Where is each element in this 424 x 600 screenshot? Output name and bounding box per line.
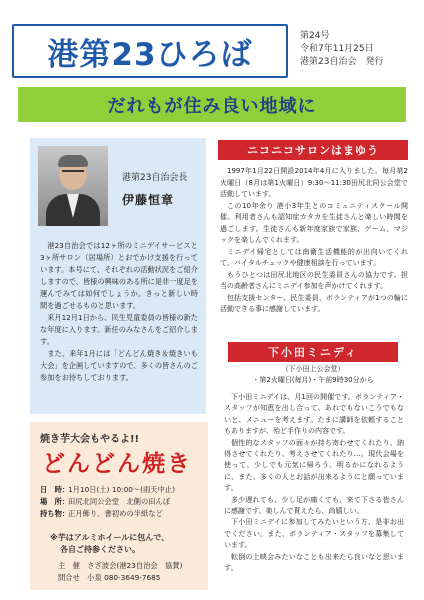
author-role: 港第23自治会長 xyxy=(122,173,188,183)
event-details xyxy=(40,484,204,520)
greeting-paragraph: 港23自治会では12ヶ所のミニデイサービスと3ヶ所サロン（居場所）とおでかけ支援を行っています。本号にて、それぞれの活動状況をご紹介しますので、皆様の興味のある所に是非一度足を運んでみては如何でしょうか。きっと新しい時間を過ごせるものと思います。 xyxy=(40,241,198,310)
salon-paragraph: もうひとつは田尻北地区の民生委員さんの協力です。担当の高齢者さんにミニデイ参加を声かけてくれます。 xyxy=(220,270,408,290)
salon-paragraph: ミニデイ帰宅としては南衛生活機能的が出向いてくれて、バイタルチェックや健康相談を行っています。 xyxy=(220,247,408,267)
publisher: 港第23自治会 発行 xyxy=(300,57,384,67)
issue-info xyxy=(300,30,410,69)
slogan-text: だれもが住み良い地域に xyxy=(107,95,317,117)
event-detail-value: 1月10日(土) 10:00〜(雨天中止) xyxy=(68,485,176,494)
author-name: 伊藤恒章 xyxy=(122,193,175,207)
mini-paragraph: 下小田ミニデイは、月1回の開催です。ボランティア・スタッフが知恵を出し合って、あれでもないこうでもないと、メニューを考えます。たまに講師を依頼することもありますが、殆ど手作りの内容です。 xyxy=(224,393,404,436)
event-organizer-line: 主 催 さざ波会(港23自治会 協賛) xyxy=(58,561,183,570)
salon-body xyxy=(220,166,408,316)
event-detail-value: 正月飾り、書初めの半紙など xyxy=(68,509,163,518)
newsletter-header xyxy=(12,24,414,78)
masthead xyxy=(12,24,288,78)
event-detail-key: 場 所： xyxy=(40,497,70,506)
salon-paragraph: この10年余り 港小3年生とのコミュニティスクール開催。利用者さんも認知症カタカを生徒さんと楽しい時間を過ごします。生徒さんも新年度家族で家族、ゲーム、マジックを楽しんでくれます。 xyxy=(220,201,408,244)
slogan-banner xyxy=(18,87,406,122)
mini-paragraph: 下小田ミニデイに参加してみたいという方、是非お出でください。また、ボランティア・スタッフを募集しています。 xyxy=(224,518,404,550)
greeting-body xyxy=(40,240,198,384)
salon-title: ニコニコサロンはまゆう xyxy=(247,144,379,157)
event-note-line: ※芋はアルミホイールに包んで、 xyxy=(50,533,170,542)
mini-paragraph: 転倒の上映会みたいなことも出来たら良いなと思います。 xyxy=(224,552,404,573)
mini-schedule xyxy=(218,364,408,386)
mini-venue: （下小田上公会堂） xyxy=(281,365,345,373)
event-detail-row xyxy=(40,484,204,496)
mini-paragraph: 個性的なスタッフの面々が持ち寄わせてくれたり、納得させてくれたり、考えさせてくれたり…。現代会場を使って、少しでも元気に帰ろう、明るかになれるように、また、多くの人とお話が出来るようにと願っています。 xyxy=(224,438,404,493)
photo-glasses-shape xyxy=(62,170,84,175)
event-detail-value: 田尻北同公会堂 北側の田んぼ xyxy=(68,497,171,506)
salon-paragraph: 包括支援センター、民生委員、ボランティアが1つの輪に活動できる事に感謝しています。 xyxy=(220,293,408,313)
author-photo xyxy=(38,146,108,226)
salon-section-header xyxy=(218,140,408,160)
event-note xyxy=(50,532,200,556)
greeting-paragraph: また、来年1月には「どんどん焼き＆焼きいも大会」を企画していますので、多くの皆さんのご参加をお待ちしております。 xyxy=(40,349,198,382)
event-detail-row xyxy=(40,508,204,520)
event-detail-key: 持ち物： xyxy=(40,509,70,518)
issue-number: 第24号 xyxy=(300,31,330,41)
mini-title: 下小田ミニディ xyxy=(267,346,359,359)
event-lead: 焼き芋大会もやるよ!! xyxy=(40,434,140,445)
event-organizer xyxy=(58,560,204,584)
event-title: どんどん焼き xyxy=(42,450,192,477)
mini-paragraph: 多少遅れても、少し足が痛くても、来て下さる皆さんに感謝です。楽しんで貰えたら、尚嬉しい。 xyxy=(224,495,404,516)
mini-body xyxy=(224,392,404,575)
issue-date: 令和7年11月25日 xyxy=(300,44,374,54)
mini-section-header xyxy=(228,342,398,362)
salon-paragraph: 1997年1月22日開設2014年4月に入りました。毎月第2火曜日（8月は第1火曜日）9:30〜11:30田尻北同公会堂で活動しています。 xyxy=(220,167,408,198)
photo-hair-shape xyxy=(58,155,88,167)
mini-time: ・第2火曜日(毎月)・午前9時30分から xyxy=(252,376,374,384)
event-note-line: 各自ご持参ください。 xyxy=(60,545,140,554)
event-title-box xyxy=(42,444,202,478)
event-detail-row xyxy=(40,496,204,508)
greeting-card xyxy=(30,138,206,414)
greeting-paragraph: 来月12月1日から、民生児童委員の皆様の新たな年度に入ります。新任のみなさんをご紹介します。 xyxy=(40,313,198,346)
event-detail-key: 日 時： xyxy=(40,485,70,494)
event-box xyxy=(30,422,208,590)
event-contact-line: 問合せ 小泉 080-3649-7685 xyxy=(58,573,161,582)
newsletter-title: 港第23ひろば xyxy=(47,36,253,73)
